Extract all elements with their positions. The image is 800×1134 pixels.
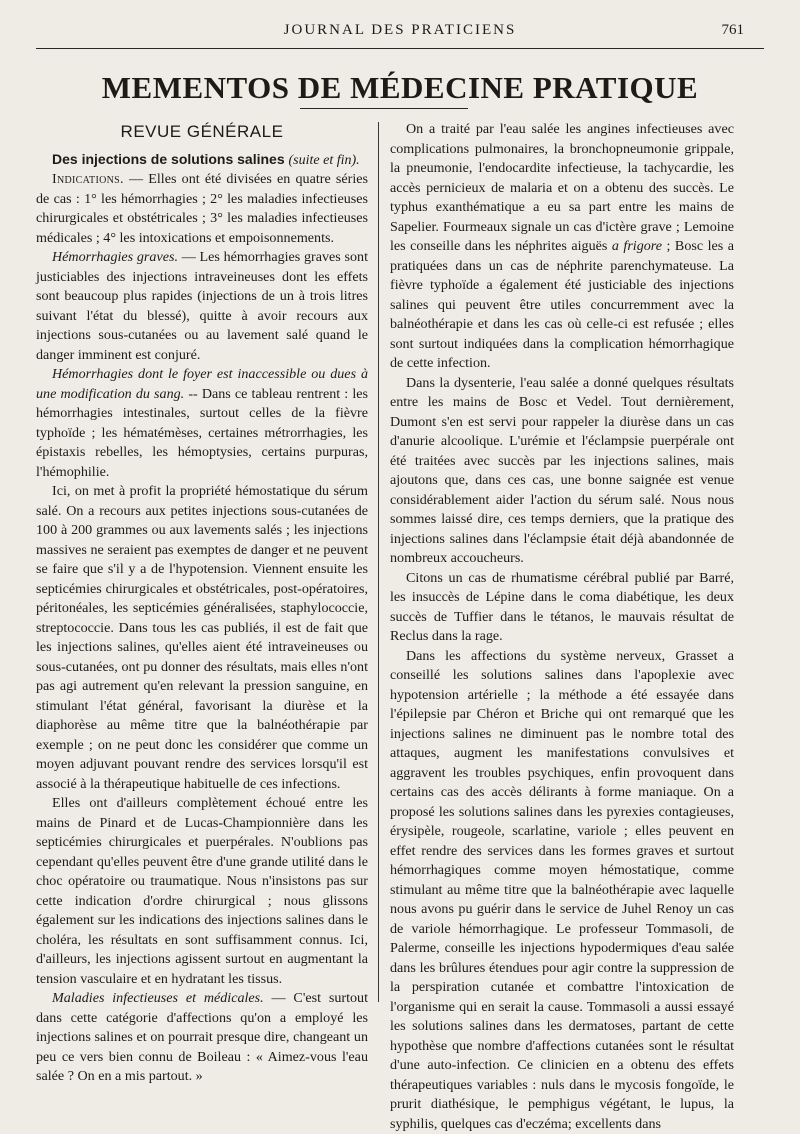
paragraph	[390, 120, 734, 374]
paragraph-text: — C'est surtout dans cette catégorie d'affections qu'on a employé les injections salines et on pourrait presque dire, changeant un peu ce vers bien connu de Boileau : « Aimez-vous l'eau salée ? On en a mis partout. »	[36, 990, 368, 1084]
paragraph	[36, 170, 368, 248]
paragraph: Elles ont d'ailleurs complètement échoué entre les mains de Pinard et de Lucas-Championnière dans les septicémies chirurgicales et puerpérales. N'oublions pas cependant qu'elles peuvent être d'une grande utilité dans le choc opératoire ou traumatique. Nous n'insistons pas sur cette indication d'ordre chirurgical ; nous glissons également sur les indications des injections salines dans le choléra, les résultats en sont suffisamment connus. Ici, d'ailleurs, les injections agissent surtout en augmentant la tension vasculaire et en hydratant les tissus.	[36, 794, 368, 989]
paragraph: Citons un cas de rhumatisme cérébral publié par Barré, les insuccès de Lépine dans le coma diabétique, les deux succès de Tuffier dans le tétanos, le mauvais résultat de Reclus dans la rage.	[390, 569, 734, 647]
paragraph-lead: Hémorrhagies graves.	[52, 249, 178, 265]
section-heading: REVUE GÉNÉRALE	[36, 122, 368, 142]
paragraph-lead: Maladies infectieuses et médicales.	[52, 990, 264, 1006]
paragraph-lead: Hémorrhagies dont le foyer est inaccessible ou dues à une modification du sang.	[36, 366, 368, 402]
article-title-suffix: (suite et fin).	[289, 153, 360, 168]
right-column	[390, 120, 734, 1134]
paragraph	[36, 248, 368, 365]
page-number: 761	[722, 22, 745, 39]
paragraph-text: -- Dans ce tableau rentrent : les hémorrhagies intestinales, surtout celles de la fièvre typhoïde ; les hématémèses, certaines métrorrhagies, les épistaxis rebelles, les hémoptysies, certains purpuras, l'hémophilie.	[36, 386, 368, 480]
left-column	[36, 118, 368, 1087]
article-title	[36, 150, 368, 171]
paragraph-text: — Les hémorrhagies graves sont justiciables des injections intraveineuses dont les effets sont beaucoup plus rapides (injections de un à trois litres suivant l'état du blessé), quitte à avoir recours aux injections sous-cutanées ou au lavement salé quand le danger imminent est conjuré.	[36, 249, 368, 363]
paragraph	[36, 989, 368, 1087]
paragraph-italic: a frigore	[612, 238, 662, 254]
running-head	[0, 22, 800, 44]
column-divider	[378, 122, 379, 1002]
journal-title: JOURNAL DES PRATICIENS	[0, 22, 800, 39]
paragraph-text: On a traité par l'eau salée les angines infectieuses avec complications pulmonaires, la bronchopneumonie grippale, la pneumonie, l'endocardite infectieuse, la tachycardie, les accès pernicieux de malaria et on a obtenu des succès. Le typhus exanthématique a eu sa part entre les mains de Sapelier. Fourmeaux signale un cas d'ictère grave ; Lemoine les conseille dans les néphrites aiguës	[390, 121, 734, 254]
article-title-main: Des injections de solutions salines	[52, 151, 285, 167]
paragraph-lead: Indications.	[52, 171, 124, 187]
paragraph	[36, 365, 368, 482]
paragraph-text: ; Bosc les a pratiquées dans un cas de néphrite parenchymateuse. La fièvre typhoïde a également été justiciable des injections salines qui peuvent être utiles concurremment avec la balnéothérapie et dans les cas où celle-ci est refusée ; elles sont surtout indiquées dans la complication hémorrhagique de cette infection.	[390, 238, 734, 371]
paragraph-text: — Elles ont été divisées en quatre séries de cas : 1° les hémorrhagies ; 2° les maladies infectieuses chirurgicales et obstétricales ; 3° les maladies infectieuses médicales ; 4° les intoxications et empoisonnements.	[36, 171, 368, 246]
paragraph: Dans les affections du système nerveux, Grasset a conseillé les solutions salines dans l'apoplexie avec hypotension artérielle ; la méthode a été essayée dans l'épilepsie par Chéron et Briche qui ont remarqué que les injections salines ne diminuent pas le nombre total des attaques, augment les manifestations convulsives et aggravent les troubles psychiques, enfin provoquent dans certains cas des accès délirants à forme maniaque. On a proposé les solutions salines dans les pyrexies contagieuses, érysipèle, rougeole, scarlatine, variole ; elles peuvent en effet rendre des services dans les formes graves et surtout hémorrhagiques comme moyen hémostatique, comme stimulant au même titre que la balnéothérapie avec laquelle nous avons pu guérir dans le service de Juhel Renoy un cas de variole hémorrhagique. Le professeur Tommasoli, de Palerme, conseille les injections hypodermiques d'eau salée dans les brûlures étendues pour agir contre la suppression de la perspiration cutanée et combattre l'intoxication de l'organisme qui en serait la cause. Tommasoli a aussi essayé les solutions salines dans les dermatoses, partant de cette hypothèse que nombre d'affections cutanées sont le résultat d'une auto-infection. Ce clinicien en a obtenu des effets thérapeutiques variables : nuls dans le mycosis fongoïde, le prurit diathésique, le pemphigus végétant, le lupus, la syphilis, quelques cas d'eczéma; excellents dans	[390, 647, 734, 1134]
paragraph: Dans la dysenterie, l'eau salée a donné quelques résultats entre les mains de Bosc et Vedel. Tout dernièrement, Dumont s'en est servi pour rappeler la diurèse dans un cas d'anurie alcoolique. L'urémie et l'éclampsie puerpérale ont été traitées avec succès par les injections salines, mais ajoutons que, dans ces cas, une bonne saignée est venue considérablement aider l'action du sérum salé. Nous nous sommes laissé dire, ces temps derniers, que la pratique des injections salines dans l'éclampsie était déjà abandonnée de nombreux accoucheurs.	[390, 374, 734, 569]
title-rule	[300, 108, 468, 109]
header-rule	[36, 48, 764, 49]
page-title: MEMENTOS DE MÉDECINE PRATIQUE	[0, 70, 800, 106]
paragraph: Ici, on met à profit la propriété hémostatique du sérum salé. On a recours aux petites injections sous-cutanées de 100 à 200 grammes ou aux lavements salés ; les injections massives ne seraient pas exemptes de danger et ne peuvent se faire que s'il y a de l'hypotension. Viennent ensuite les septicémies chirurgicales et obstétricales, post-opératoires, péritonéales, les septicémies généralisées, staphylococcie, streptococcie. Dans tous les cas publiés, il est de fait que les injections salines, qu'elles aient été intraveineuses ou sous-cutanées, ont pu donner des résultats, mais elles n'ont pas agi autrement qu'en relevant la pression sanguine, en stimulant l'état général, favorisant la diurèse et la diaphorèse au même titre que la balnéothérapie par exemple ; on ne peut donc les considérer que comme un moyen adjuvant pouvant rendre des services lorsqu'il est associé à la thérapeutique habituelle de ces infections.	[36, 482, 368, 794]
